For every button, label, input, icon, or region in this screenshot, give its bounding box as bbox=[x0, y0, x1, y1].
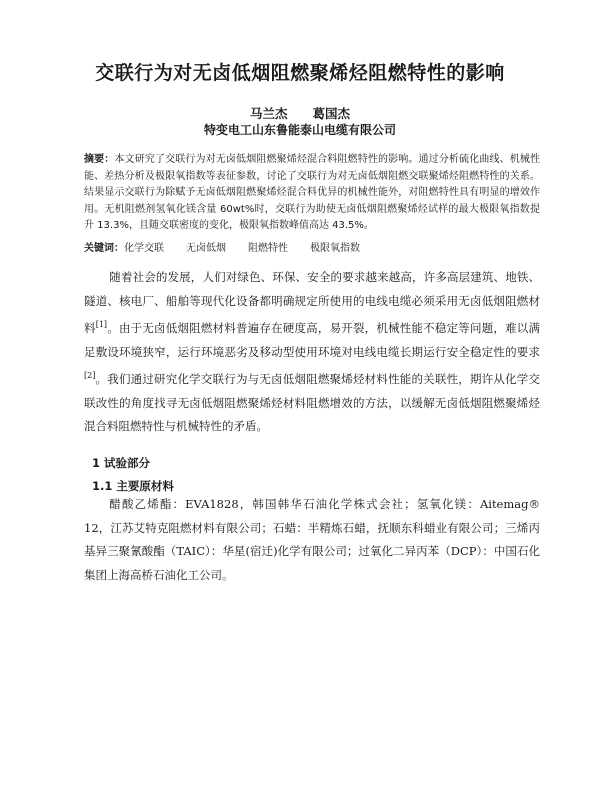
keywords bbox=[84, 239, 540, 254]
intro-text: 。由于无卤低烟阻燃材料普遍存在硬度高，易开裂，机械性能不稳定等问题，难以满足敷设环境狭窄，运行环境恶劣及移动型使用环境对电线电缆长期运行安全稳定性的要求 bbox=[84, 321, 540, 359]
paper-title: 交联行为对无卤低烟阻燃聚烯烃阻燃特性的影响 bbox=[95, 62, 505, 84]
keyword-item: 无卤低烟 bbox=[186, 243, 226, 254]
keyword-item: 化学交联 bbox=[124, 243, 164, 254]
keywords-label: 关键词： bbox=[84, 243, 124, 254]
intro-paragraph bbox=[84, 266, 540, 439]
abstract-label: 摘要： bbox=[84, 154, 115, 165]
citation: [2] bbox=[84, 371, 96, 381]
keyword-item: 阻燃特性 bbox=[248, 243, 288, 254]
section-heading: 1 试验部分 bbox=[92, 456, 151, 470]
keyword-item: 极限氧指数 bbox=[310, 243, 360, 254]
abstract-text: 本文研究了交联行为对无卤低烟阻燃聚烯烃混合料阻燃特性的影响。通过分析硫化曲线、机械性能、差热分析及极限氧指数等表征参数，讨论了交联行为对无卤低烟阻燃交联聚烯烃阻燃特性的关系。结果显示交联行为除赋予无卤低烟阻燃聚烯烃混合料优异的机械性能外，对阻燃特性具有明显的增效作用。无机阻燃剂氢氧化镁含量 60wt%时，交联行为助使无卤低烟阻燃聚烯烃试样的最大极限氧指数提升 13.3%，且随交联密度的变化，极限氧指数峰值高达 43.5%。 bbox=[84, 154, 541, 231]
subsection-heading: 1.1 主要原材料 bbox=[92, 479, 174, 493]
intro-text: 随着社会的发展，人们对绿色、环保、安全的要求越来越高，许多高层建筑、地铁、隧道、核电厂、船舶等现代化设备都明确规定所使用的电线电缆必须采用无卤低烟阻燃材料 bbox=[84, 270, 540, 336]
abstract bbox=[84, 152, 540, 235]
citation: [1] bbox=[95, 320, 108, 330]
materials-text: 醋酸乙烯酯：EVA1828，韩国韩华石油化学株式会社；氢氧化镁：Aitemag® 12，江苏艾特克阻燃材料有限公司；石蜡：半精炼石蜡，抚顺东科蜡业有限公司；三烯丙基异三聚氰酸酯（TAIC）：华星(宿迁)化学有限公司；过氧化二异丙苯（DCP）：中国石化集团上海高桥石油化工公司。 bbox=[84, 497, 540, 582]
intro-text: 。我们通过研究化学交联行为与无卤低烟阻燃聚烯烃材料性能的关联性，期许从化学交联改性的角度找寻无卤低烟阻燃聚烯烃材料阻燃增效的方法，以缓解无卤低烟阻燃聚烯烃混合料阻燃特性与机械特性的矛盾。 bbox=[84, 372, 540, 434]
paper-affiliation: 特变电工山东鲁能泰山电缆有限公司 bbox=[203, 123, 396, 137]
materials-paragraph bbox=[84, 493, 540, 587]
paper-authors: 马兰杰 葛国杰 bbox=[249, 106, 350, 121]
